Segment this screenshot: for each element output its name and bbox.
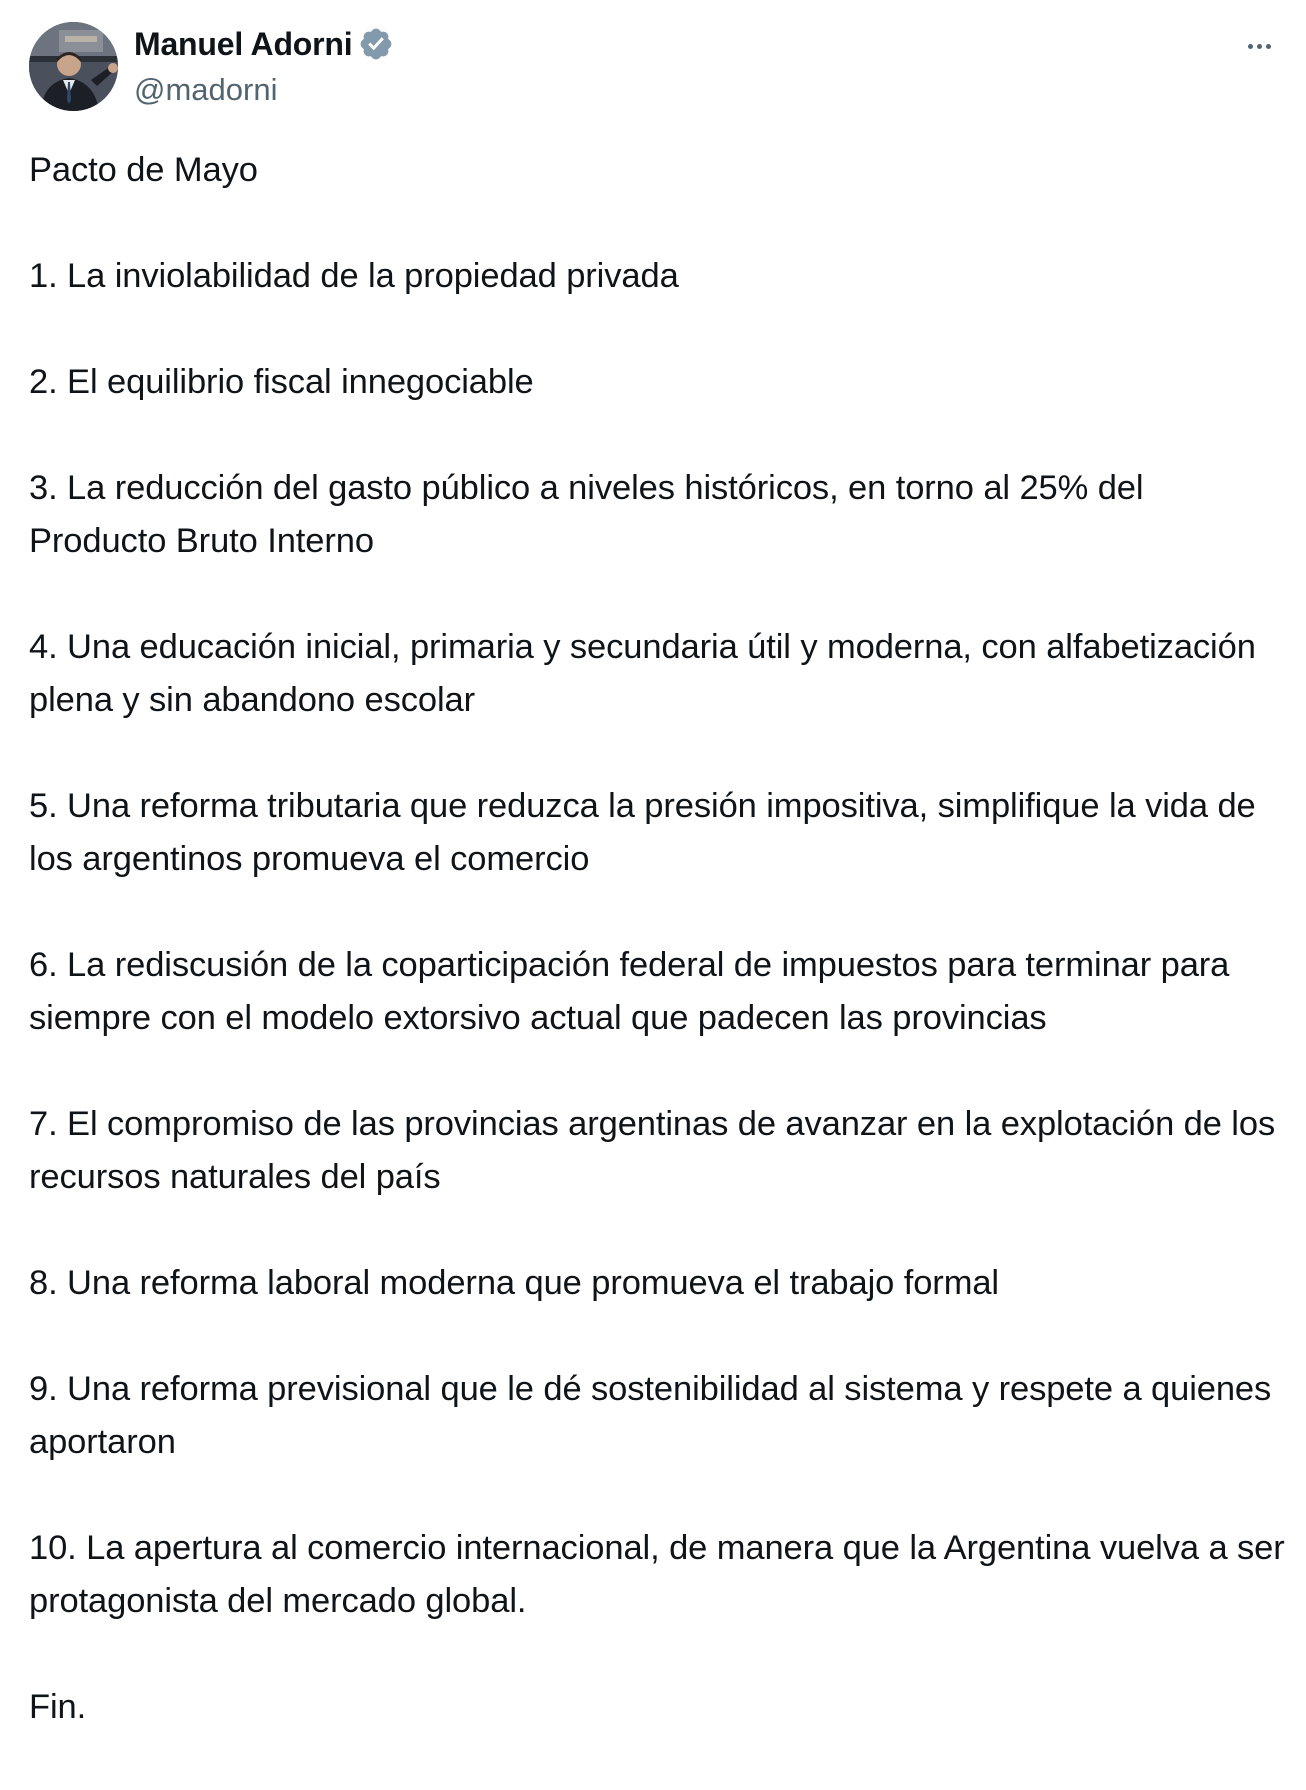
- list-item: 9. Una reforma previsional que le dé sostenibilidad al sistema y respete a quienes aportaron: [29, 1370, 1272, 1461]
- more-options-icon-dot: [1257, 44, 1262, 49]
- list-item: 5. Una reforma tributaria que reduzca la presión impositiva, simplifique la vida de los argentinos promueva el comercio: [29, 787, 1256, 878]
- avatar[interactable]: [29, 22, 118, 111]
- list-item: 4. Una educación inicial, primaria y secundaria útil y moderna, con alfabetización plena y sin abandono escolar: [29, 628, 1256, 719]
- more-options-button[interactable]: [1239, 34, 1279, 58]
- more-options-icon: [1248, 44, 1253, 49]
- verified-badge-icon: [358, 26, 394, 62]
- tweet-closing: Fin.: [29, 1688, 87, 1726]
- more-options-icon-dot: [1266, 44, 1271, 49]
- list-item: 10. La apertura al comercio internacional, de manera que la Argentina vuelva a ser protagonista del mercado global.: [29, 1529, 1285, 1620]
- tweet-title: Pacto de Mayo: [29, 151, 258, 189]
- author-display-name[interactable]: Manuel Adorni: [134, 26, 353, 62]
- author-info: [134, 24, 394, 110]
- profile-photo-icon: [29, 22, 118, 111]
- list-item: 3. La reducción del gasto público a niveles históricos, en torno al 25% del Producto Bruto Interno: [29, 469, 1144, 560]
- name-row: [134, 24, 394, 64]
- tweet-header: [29, 22, 1279, 114]
- tweet-text: [29, 144, 1289, 1734]
- list-item: 8. Una reforma laboral moderna que promueva el trabajo formal: [29, 1264, 999, 1302]
- list-item: 1. La inviolabilidad de la propiedad privada: [29, 257, 679, 295]
- author-handle[interactable]: @madorni: [134, 72, 278, 107]
- list-item: 2. El equilibrio fiscal innegociable: [29, 363, 534, 401]
- list-item: 7. El compromiso de las provincias argentinas de avanzar en la explotación de los recursos naturales del país: [29, 1105, 1276, 1196]
- list-item: 6. La rediscusión de la coparticipación federal de impuestos para terminar para siempre con el modelo extorsivo actual que padecen las provincias: [29, 946, 1230, 1037]
